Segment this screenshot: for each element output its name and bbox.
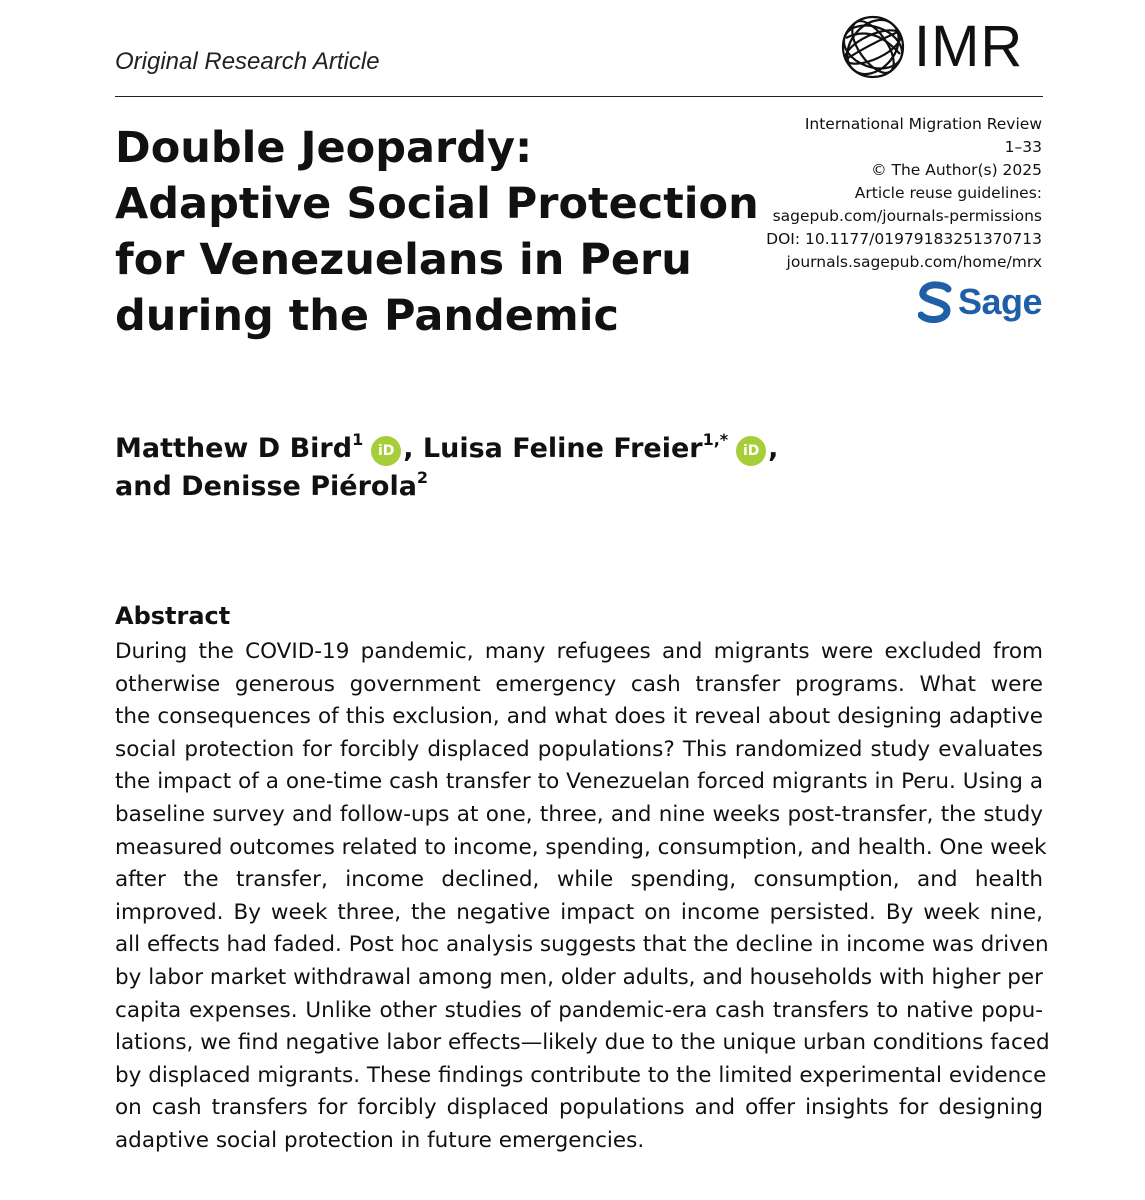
author-separator: ,	[403, 433, 414, 464]
article-title	[115, 120, 759, 344]
page-range: 1–33	[1004, 138, 1042, 156]
affiliation-marker: 1,*	[702, 430, 729, 449]
sage-s-icon	[918, 281, 952, 323]
title-line: during the Pandemic	[115, 291, 619, 341]
journal-name: International Migration Review	[804, 115, 1042, 133]
abstract-line: by displaced migrants. These findings contribute to the limited experimental evidence	[115, 1062, 1047, 1088]
copyright: © The Author(s) 2025	[871, 161, 1042, 179]
journal-home-link[interactable]: journals.sagepub.com/home/mrx	[786, 253, 1042, 271]
article-type-label: Original Research Article	[115, 48, 380, 75]
abstract-line: adaptive social protection in future emergencies.	[115, 1127, 645, 1153]
affiliation-marker: 2	[416, 468, 429, 487]
abstract-line: baseline survey and follow-ups at one, three, and nine weeks post-transfer, the study	[115, 801, 1043, 827]
header-rule	[115, 96, 1043, 97]
abstract-line: social protection for forcibly displaced populations? This randomized study evaluates	[115, 736, 1043, 762]
journal-meta	[722, 113, 1042, 274]
abstract-line: During the COVID-19 pandemic, many refugees and migrants were excluded from	[115, 639, 1043, 664]
author-name: and Denisse Piérola	[115, 471, 417, 502]
abstract-line: all effects had faded. Post hoc analysis suggests that the decline in income was driven	[115, 932, 1049, 958]
title-line: Adaptive Social Protection	[115, 179, 759, 229]
abstract-line: the impact of a one-time cash transfer to Venezuelan forced migrants in Peru. Using a	[115, 769, 1043, 795]
author-list	[115, 430, 1015, 506]
abstract-line: the consequences of this exclusion, and what does it reveal about designing adaptive	[115, 704, 1043, 730]
abstract-line: improved. By week three, the negative impact on income persisted. By week nine,	[115, 899, 1043, 925]
orcid-icon[interactable]: iD	[371, 436, 401, 466]
author-line	[115, 468, 1015, 506]
title-line: for Venezuelans in Peru	[115, 235, 692, 285]
author-name: Matthew D Bird	[115, 433, 353, 464]
abstract-line: lations, we find negative labor effects—likely due to the unique urban conditions faced	[115, 1030, 1050, 1056]
reuse-label: Article reuse guidelines:	[854, 184, 1042, 202]
reuse-link[interactable]: sagepub.com/journals-permissions	[772, 207, 1042, 225]
abstract-line: on cash transfers for forcibly displaced populations and offer insights for designing	[115, 1095, 1043, 1121]
abstract-line: by labor market withdrawal among men, older adults, and households with higher per	[115, 964, 1043, 990]
title-line: Double Jeopardy:	[115, 123, 533, 173]
author-line	[115, 430, 1015, 468]
globe-logo-icon	[840, 14, 906, 80]
publisher-logo	[918, 280, 1042, 324]
abstract-line: otherwise generous government emergency cash transfer programs. What were	[115, 671, 1043, 697]
publisher-name: Sage	[957, 281, 1042, 322]
doi-link[interactable]: DOI: 10.1177/01979183251370713	[766, 230, 1042, 248]
journal-logo-text: IMR	[914, 14, 1024, 79]
abstract-line: after the transfer, income declined, while spending, consumption, and health	[115, 867, 1043, 893]
author-name: Luisa Feline Freier	[422, 433, 703, 464]
orcid-icon[interactable]: iD	[736, 436, 766, 466]
affiliation-marker: 1	[352, 430, 364, 449]
abstract-line: capita expenses. Unlike other studies of pandemic-era cash transfers to native popu-	[115, 997, 1043, 1023]
abstract-heading: Abstract	[115, 602, 231, 630]
journal-logo	[840, 12, 1045, 82]
abstract-line: measured outcomes related to income, spending, consumption, and health. One week	[115, 834, 1047, 860]
author-separator: ,	[768, 433, 779, 464]
abstract-text	[115, 636, 1050, 1158]
